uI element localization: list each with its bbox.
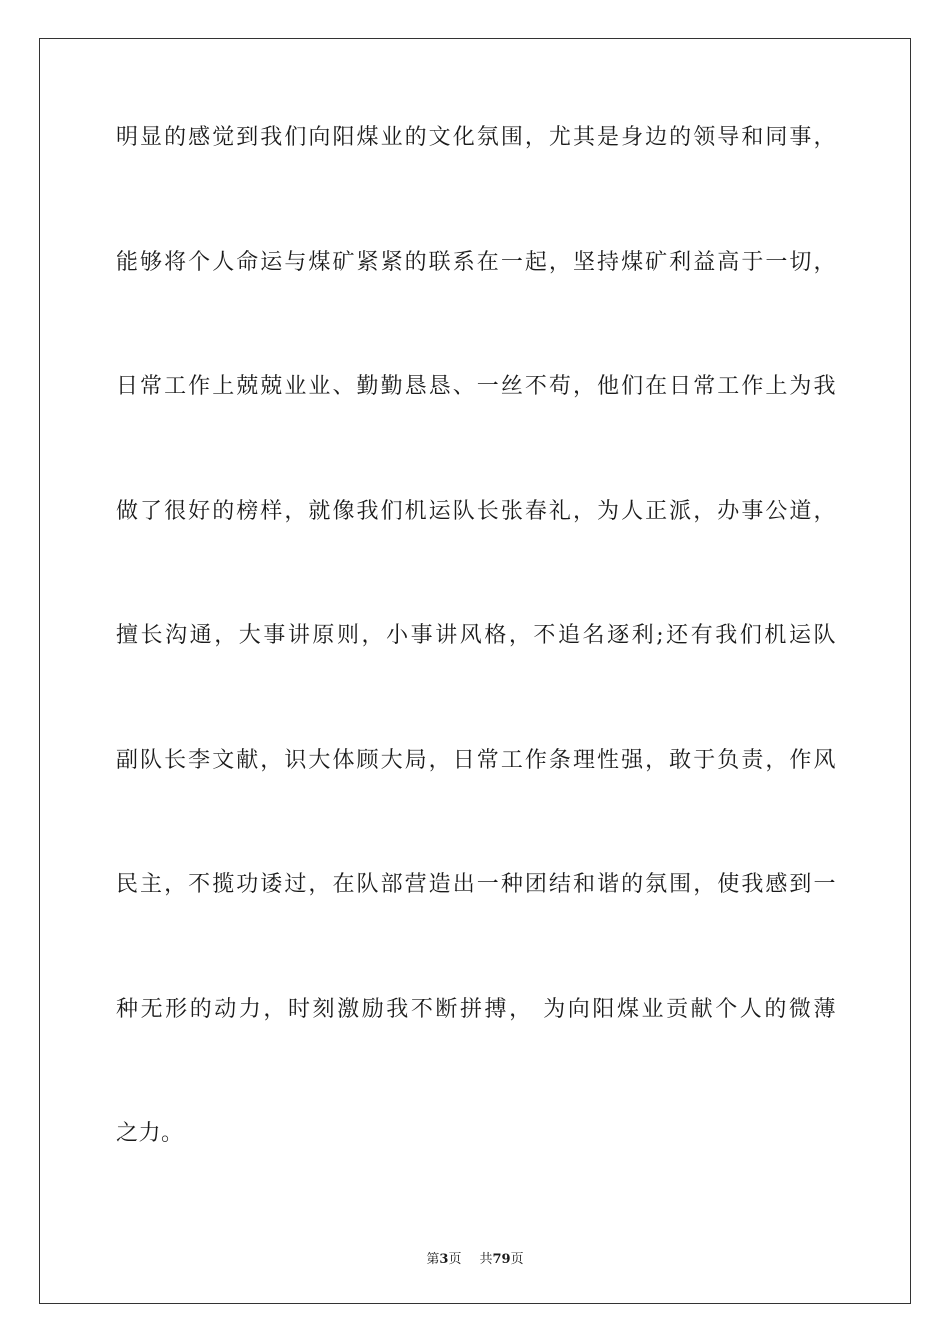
- text-line-3: 日常工作上兢兢业业、勤勤恳恳、一丝不苟，他们在日常工作上为我: [116, 374, 836, 399]
- text-line-7: 民主，不揽功诿过，在队部营造出一种团结和谐的氛围，使我感到一: [116, 872, 836, 897]
- total-pages: 79: [492, 1252, 511, 1267]
- page-prefix: 第: [426, 1252, 440, 1267]
- total-suffix: 页: [510, 1252, 524, 1267]
- text-line-9: 之力。: [116, 1121, 184, 1146]
- text-line-8: 种无形的动力，时刻激励我不断拼搏， 为向阳煤业贡献个人的微薄: [116, 996, 836, 1022]
- total-prefix: 共: [479, 1252, 493, 1267]
- text-line-2: 能够将个人命运与煤矿紧紧的联系在一起，坚持煤矿利益高于一切，: [116, 249, 836, 275]
- page-suffix: 页: [448, 1252, 462, 1267]
- text-line-4: 做了很好的榜样，就像我们机运队长张春礼，为人正派，办事公道，: [116, 498, 836, 524]
- page-number: 3: [439, 1252, 449, 1267]
- text-line-5: 擅长沟通，大事讲原则，小事讲风格，不追名逐利;还有我们机运队: [116, 623, 836, 648]
- text-line-1: 明显的感觉到我们向阳煤业的文化氛围，尤其是身边的领导和同事，: [116, 125, 836, 150]
- page-footer: [0, 1248, 950, 1267]
- document-body: [116, 120, 836, 1241]
- text-line-6: 副队长李文献，识大体顾大局，日常工作条理性强，敢于负责，作风: [116, 747, 836, 773]
